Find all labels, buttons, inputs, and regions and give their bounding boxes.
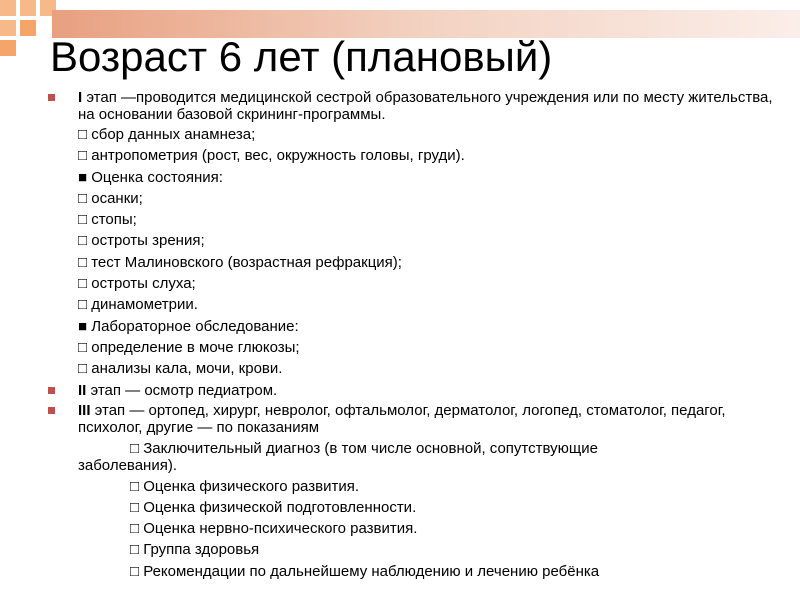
slide-content xyxy=(48,89,788,584)
stage-1-line: □ осанки; xyxy=(78,189,143,207)
stage-1-line: □ анализы кала, мочи, крови. xyxy=(78,360,283,378)
stage-1-line: □ сбор данных анамнеза; xyxy=(78,126,256,143)
stage-1-bullet xyxy=(48,89,788,123)
bullet-square-icon xyxy=(48,387,55,394)
stage-3-bullet xyxy=(48,402,788,436)
bullet-square-icon xyxy=(48,407,55,414)
stage-2-bullet xyxy=(48,382,788,399)
stage-1-line: □ динамометрии. xyxy=(78,296,198,314)
stage-1-line: ■ Лабораторное обследование: xyxy=(78,317,299,335)
stage-1-line: □ остроты зрения; xyxy=(78,232,205,250)
stage-1-line: □ тест Малиновского (возрастная рефракция); xyxy=(78,253,402,271)
stage-1-line: □ антропометрия (рост, вес, окружность головы, груди). xyxy=(78,147,465,165)
stage-1-line: □ остроты слуха; xyxy=(78,275,196,293)
assessment-line: □ Оценка физического развития. xyxy=(130,477,359,495)
stage-1-text: этап —проводится медицинской сестрой образовательного учреждения или по месту жительства, на основании базовой скрининг-программы. xyxy=(78,89,773,123)
bullet-square-icon xyxy=(48,94,55,101)
assessment-line: □ Рекомендации по дальнейшему наблюдению и лечению ребёнка xyxy=(130,562,600,580)
assessment-line: □ Группа здоровья xyxy=(130,541,260,559)
stage-2-label: II xyxy=(78,381,87,399)
final-diagnosis-line: □ Заключительный диагноз (в том числе основной, сопутствующие xyxy=(130,439,598,457)
stage-2-text: этап — осмотр педиатром. xyxy=(86,381,278,399)
stage-3-text: этап — ортопед, хирург, невролог, офтальмолог, дерматолог, логопед, стоматолог, педагог, психолог, другие — по показаниям xyxy=(78,401,726,436)
stage-1-line: ■ Оценка состояния: xyxy=(78,168,223,186)
slide-title: Возраст 6 лет (плановый) xyxy=(50,33,553,80)
stage-1-line: □ стопы; xyxy=(78,211,137,229)
assessment-line: □ Оценка физической подготовленности. xyxy=(130,498,417,516)
stage-3-label: III xyxy=(78,401,91,419)
final-diagnosis-continuation: заболевания). xyxy=(78,456,178,474)
stage-1-label: I xyxy=(78,89,83,106)
stage-1-line: □ определение в моче глюкозы; xyxy=(78,338,300,356)
assessment-line: □ Оценка нервно-психического развития. xyxy=(130,520,418,538)
